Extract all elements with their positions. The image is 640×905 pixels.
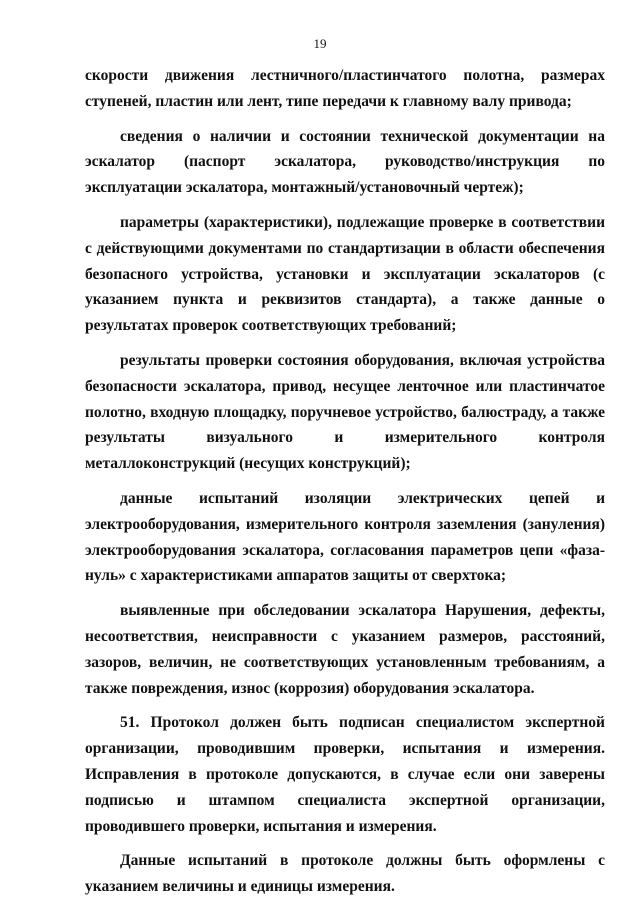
- paragraph-escalator-speed: скорости движения лестничного/пластинчатого полотна, размерах ступеней, пластин или лент, типе передачи к главному валу привода;: [85, 67, 605, 110]
- document-body: [85, 63, 605, 900]
- paragraph-equipment-inspection-results: результаты проверки состояния оборудования, включая устройства безопасности эскалатора, привод, несущее ленточное или пластинчатое полотно, входную площадку, поручневое устройство, балюстраду, а также результаты визуального и измерительного контроля металлоконструкций (несущих конструкций);: [85, 351, 605, 473]
- paragraph-protocol-signing: 51. Протокол должен быть подписан специалистом экспертной организации, проводившим проверки, испытания и измерения. Исправления в протоколе допускаются, в случае если они заверены подписью и штампом специалиста экспертной организации, проводившего проверки, испытания и измерения.: [85, 714, 605, 835]
- paragraph-detected-defects: выявленные при обследовании эскалатора Нарушения, дефекты, несоответствия, неисправности с указанием размеров, расстояний, зазоров, величин, не соответствующих установленным требованиям, а также повреждения, износ (коррозия) оборудования эскалатора.: [85, 602, 605, 697]
- paragraph-insulation-test-data: данные испытаний изоляции электрических цепей и электрооборудования, измерительного контроля заземления (зануления) электрооборудования эскалатора, согласования параметров цепи «фаза-нуль» с характеристиками аппаратов защиты от сверхтока;: [85, 489, 605, 585]
- page-number: 19: [313, 36, 327, 51]
- paragraph-test-data-format: Данные испытаний в протоколе должны быть оформлены с указанием величины и единицы измерения.: [85, 852, 605, 896]
- paragraph-parameters-to-check: параметры (характеристики), подлежащие проверке в соответствии с действующими документами по стандартизации в области обеспечения безопасного устройства, установки и эксплуатации эскалаторов (с указанием пункта и реквизитов стандарта), а также данные о результатах проверок соответствующих требований;: [85, 213, 605, 335]
- paragraph-technical-documentation: сведения о наличии и состоянии технической документации на эскалатор (паспорт эскалатора, руководство/инструкция по эксплуатации эскалатора, монтажный/установочный чертеж);: [85, 127, 605, 197]
